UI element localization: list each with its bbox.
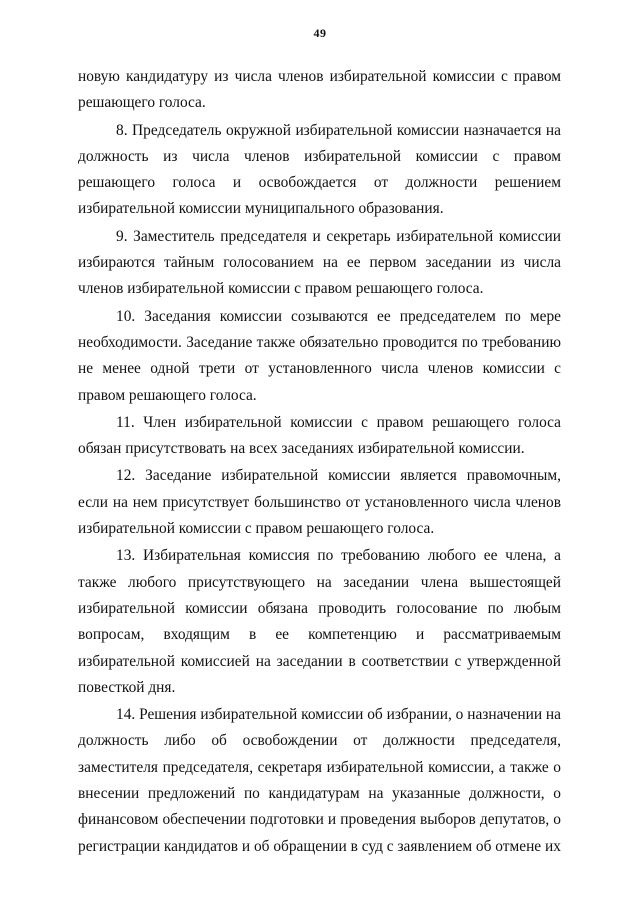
- paragraph-item-14: 14. Решения избирательной комиссии об избрании, о назначении на должность либо об освобождении от должности председателя, заместителя председателя, секретаря избирательной комиссии, а также о внесении предложений по кандидатурам на указанные должности, о финансовом обеспечении подготовки и проведения выборов депутатов, о регистрации кандидатов и об обращении в суд с заявлением об отмене их: [78, 706, 561, 855]
- paragraph-item-11: 11. Член избирательной комиссии с правом решающего голоса обязан присутствовать на всех заседаниях избирательной комиссии.: [78, 413, 561, 458]
- paragraph-continuation: новую кандидатуру из числа членов избирательной комиссии с правом решающего голоса.: [78, 68, 561, 112]
- paragraph-item-8: 8. Председатель окружной избирательной комиссии назначается на должность из числа членов избирательной комиссии с правом решающего голоса и освобождается от должности решением избирательной комиссии муниципального образования.: [78, 121, 561, 218]
- page-number: 49: [313, 26, 327, 40]
- paragraph-item-12: 12. Заседание избирательной комиссии является правомочным, если на нем присутствует большинство от установленного числа членов избирательной комиссии с правом решающего голоса.: [78, 467, 561, 538]
- document-body: [78, 64, 561, 860]
- paragraph-item-10: 10. Заседания комиссии созываются ее председателем по мере необходимости. Заседание также обязательно проводится по требованию не менее одной трети от установленного числа членов комиссии с правом решающего голоса.: [78, 307, 561, 404]
- paragraph-item-13: 13. Избирательная комиссия по требованию любого ее члена, а также любого присутствующего на заседании члена вышестоящей избирательной комиссии обязана проводить голосование по любым вопросам, входящим в ее компетенцию и рассматриваемым избирательной комиссией на заседании в соответствии с утвержденной повесткой дня.: [78, 547, 561, 696]
- paragraph-item-9: 9. Заместитель председателя и секретарь избирательной комиссии избираются тайным голосованием на ее первом заседании из числа членов избирательной комиссии с правом решающего голоса.: [78, 227, 561, 298]
